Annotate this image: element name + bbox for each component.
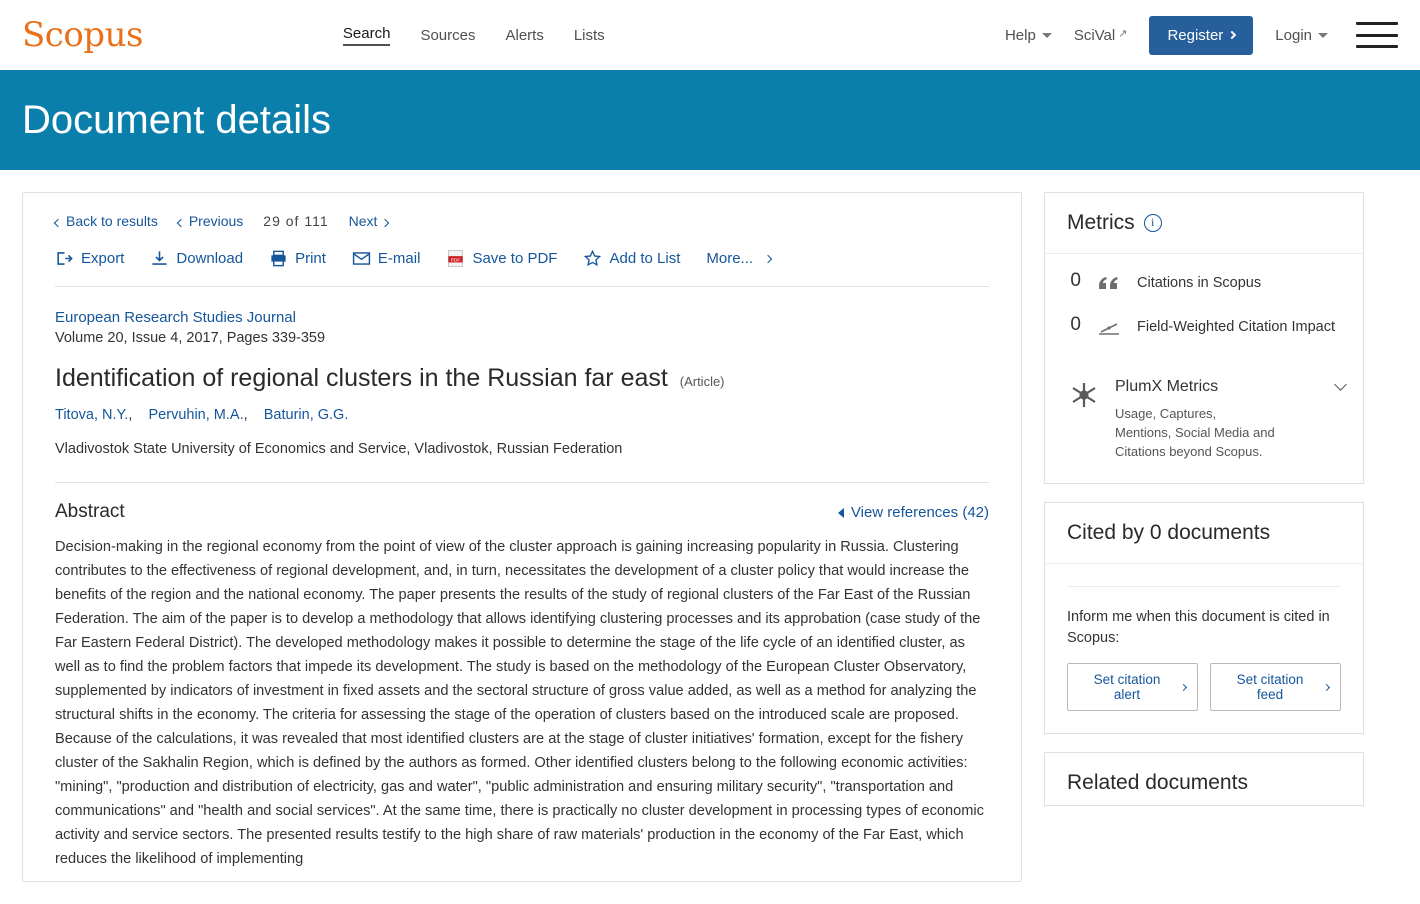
set-citation-alert-label: Set citation alert (1093, 672, 1161, 702)
register-label: Register (1167, 26, 1224, 44)
more-button[interactable] (706, 250, 771, 267)
quote-icon (1095, 270, 1123, 298)
email-label: E-mail (377, 250, 421, 267)
document-type: (Article) (679, 374, 725, 389)
citation-alert-buttons (1067, 663, 1341, 711)
nav-item-help[interactable] (1005, 27, 1052, 44)
source-details: Volume 20, Issue 4, 2017, Pages 339-359 (55, 330, 326, 346)
set-citation-feed-button[interactable] (1210, 663, 1341, 711)
envelope-icon (352, 249, 371, 268)
primary-nav (343, 25, 605, 46)
citation-alert-text: Inform me when this document is cited in Scopus: (1067, 609, 1330, 646)
metric-fwci (1045, 298, 1363, 342)
download-icon (150, 249, 169, 268)
result-navigation (55, 213, 989, 229)
chevron-down-icon[interactable] (1334, 378, 1347, 391)
fwci-label: Field-Weighted Citation Impact (1137, 319, 1335, 335)
citation-label: Citations in Scopus (1137, 275, 1262, 291)
export-icon (55, 249, 74, 268)
back-to-results-link[interactable] (55, 213, 158, 229)
chevron-right-icon (1323, 683, 1330, 690)
next-label: Next (348, 213, 378, 229)
related-documents-header (1045, 753, 1363, 805)
related-documents-card (1044, 752, 1364, 806)
set-citation-alert-button[interactable] (1067, 663, 1198, 711)
abstract-text: Decision-making in the regional economy from the point of view of the cluster approach is gaining increasing popularity in Russia. Clustering contributes to the effectiveness of regional development, and, in turn, necessitates the development of a cluster policy that would increase the benefits of the region and the national economy. The paper presents the results of the study of regional clusters of the Far East of the Russian Federation. The aim of the paper is to develop a methodology that allows identifying clustering processes and its approbation (case study of the Far Eastern Federal District). The developed methodology makes it possible to determine the stage of the life cycle of an identified cluster, as well as to find the problem factors that impede its development. The study is based on the methodology of the European Cluster Observatory, supplemented by indicators of investment in fixed assets and the sectoral structure of gross value added, as well as a method for analyzing the structural shifts in the economy. The criteria for assessing the stage of the operation of clusters based on the introduced scale are proposed. Because of the calculations, it was revealed that most identified clusters are at the stage of cluster initiatives' formation, except for the fishery cluster of the Sakhalin Region, which is defined by the authors as formed. Other identified clusters belong to the following economic activities: "mining", "production and distribution of electricity, gas and water", "public administration and ensuring military security", "transportation and communications" and "health and social services". At the same time, there is practically no cluster development in processing types of economic activity and service sectors. The presented results testify to the high share of raw materials' production in the economy of the Far East, which reduces the likelihood of implementing (55, 539, 984, 867)
plumx-text (1115, 378, 1275, 461)
author-link[interactable]: Baturin, G.G. (263, 407, 349, 423)
chevron-right-icon (381, 219, 389, 227)
fwci-icon (1095, 314, 1123, 342)
printer-icon (269, 249, 288, 268)
plumx-icon (1067, 378, 1101, 412)
chevron-right-icon (1180, 683, 1187, 690)
download-button[interactable] (150, 249, 243, 268)
chevron-right-icon (764, 254, 772, 262)
print-label: Print (295, 250, 326, 267)
previous-result-link[interactable] (178, 213, 243, 229)
cited-by-card (1044, 502, 1364, 734)
result-counter: 29 of 111 (263, 213, 329, 229)
chevron-right-icon (1228, 31, 1236, 39)
email-button[interactable] (352, 249, 421, 268)
external-link-icon: ↗ (1118, 27, 1128, 40)
divider (55, 482, 989, 483)
save-to-pdf-label: Save to PDF (472, 250, 558, 267)
metrics-heading: Metrics (1067, 211, 1135, 234)
info-icon[interactable]: i (1144, 214, 1162, 232)
scival-label: SciVal (1073, 26, 1116, 44)
nav-item-scival[interactable] (1074, 27, 1128, 44)
cited-by-body (1045, 564, 1363, 733)
more-label: More... (706, 250, 754, 267)
export-label: Export (81, 250, 125, 267)
view-references-link[interactable] (838, 504, 989, 521)
metrics-header (1045, 193, 1363, 254)
chevron-down-icon (1042, 33, 1052, 38)
author-link[interactable]: Pervuhin, M.A. (148, 407, 244, 423)
chevron-left-icon (177, 219, 185, 227)
document-detail-card (22, 192, 1022, 882)
add-to-list-button[interactable] (583, 249, 680, 268)
page-header (0, 70, 1420, 170)
hamburger-menu-icon[interactable] (1356, 22, 1398, 48)
page-title: Document details (22, 97, 332, 142)
chevron-left-icon (54, 219, 62, 227)
login-label: Login (1275, 26, 1312, 44)
sidebar (1044, 192, 1364, 806)
author-link[interactable]: Titova, N.Y. (55, 407, 129, 423)
export-button[interactable] (55, 249, 124, 268)
register-button[interactable] (1149, 16, 1253, 55)
nav-item-sources[interactable]: Sources (420, 26, 476, 44)
citation-count: 0 (1070, 270, 1081, 291)
help-label: Help (1004, 26, 1036, 44)
affiliation: Vladivostok State University of Economics and Service, Vladivostok, Russian Federation (55, 441, 623, 457)
chevron-down-icon (1318, 33, 1328, 38)
secondary-nav (1005, 16, 1398, 55)
back-to-results-label: Back to results (66, 213, 158, 229)
author-separator: , (128, 407, 133, 423)
divider (1067, 586, 1341, 587)
set-citation-feed-label: Set citation feed (1236, 672, 1304, 702)
print-button[interactable] (269, 249, 326, 268)
next-result-link[interactable] (349, 213, 389, 229)
cited-by-heading: Cited by 0 documents (1067, 521, 1271, 544)
plumx-description: Usage, Captures, Mentions, Social Media and Citations beyond Scopus. (1115, 406, 1275, 459)
source-title-link[interactable]: European Research Studies Journal (55, 309, 296, 326)
metric-citations (1045, 254, 1363, 298)
save-to-pdf-button[interactable] (446, 249, 557, 268)
svg-text:PDF: PDF (451, 258, 461, 264)
plumx-metrics-section[interactable] (1045, 356, 1363, 483)
author-separator: , (243, 407, 248, 423)
download-label: Download (176, 250, 244, 267)
nav-item-search[interactable]: Search (343, 25, 391, 46)
document-action-toolbar (55, 249, 989, 287)
previous-label: Previous (188, 213, 244, 229)
nav-item-alerts[interactable]: Alerts (505, 26, 544, 44)
star-icon (583, 249, 602, 268)
cited-by-header (1045, 503, 1363, 564)
fwci-value: 0 (1070, 314, 1081, 335)
nav-item-login[interactable] (1275, 27, 1328, 44)
document-title-row (55, 364, 989, 393)
page-body (0, 170, 1420, 904)
add-to-list-label: Add to List (609, 250, 681, 267)
author-list (55, 407, 989, 423)
abstract-header (55, 501, 989, 523)
abstract-heading: Abstract (55, 501, 125, 522)
nav-item-lists[interactable]: Lists (573, 26, 605, 44)
plumx-title: PlumX Metrics (1115, 378, 1219, 395)
caret-left-icon (838, 508, 844, 518)
top-navigation-bar (0, 0, 1420, 70)
scopus-logo[interactable]: Scopus (22, 15, 143, 55)
metrics-card (1044, 192, 1364, 484)
pdf-icon (446, 249, 465, 268)
document-title: Identification of regional clusters in the Russian far east (55, 364, 668, 392)
view-references-label: View references (42) (850, 504, 989, 521)
related-documents-heading: Related documents (1067, 771, 1248, 794)
